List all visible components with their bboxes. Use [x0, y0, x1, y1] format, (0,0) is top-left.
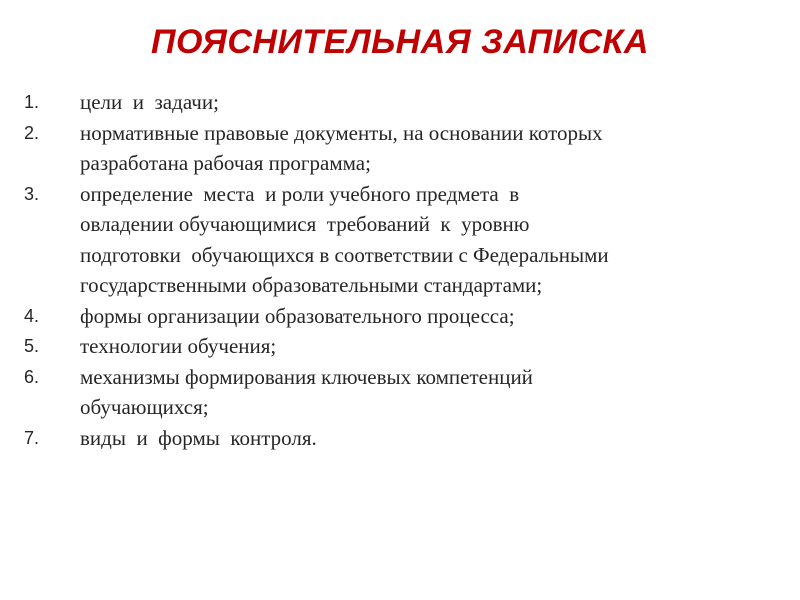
list-item-line: государственными образовательными стандартами; [80, 273, 543, 297]
list-item-text [80, 87, 764, 118]
list-item-number: 1. [24, 92, 40, 112]
list-item-line: подготовки обучающихся в соответствии с Федеральными [80, 242, 609, 267]
list-item [24, 362, 764, 423]
list-item-text [80, 423, 764, 454]
list-item-number: 6. [24, 366, 40, 387]
list-item [24, 301, 764, 332]
list-item-text [80, 301, 764, 332]
slide-title: ПОЯСНИТЕЛЬНАЯ ЗАПИСКА [150, 23, 649, 61]
list-item-line: технологии обучения; [80, 334, 277, 358]
list-item-line: нормативные правовые документы, на основании которых [80, 120, 603, 145]
list-item-line: цели и задачи; [80, 90, 219, 114]
list-item-line: виды и формы контроля. [80, 425, 317, 450]
list-item-line: овладении обучающимися требований к уровню [80, 212, 530, 236]
list-item-line: формы организации образовательного процесса; [80, 303, 515, 328]
list-item-line: механизмы формирования ключевых компетенций [80, 364, 533, 389]
list-item [24, 118, 764, 179]
list-item [24, 331, 764, 362]
list-item-number: 4. [24, 305, 40, 326]
list-item [24, 87, 764, 118]
list-item-text [80, 118, 764, 179]
list-item-text [80, 331, 764, 362]
list-item-number: 5. [24, 336, 40, 356]
list-item-text [80, 362, 764, 423]
list-item-line: разработана рабочая программа; [80, 151, 371, 175]
list-item [24, 179, 764, 301]
list-item [24, 423, 764, 454]
list-item-number: 3. [24, 183, 40, 204]
list-item-number: 7. [24, 427, 40, 448]
list-item-text [80, 179, 764, 301]
numbered-list [24, 87, 764, 453]
list-item-line: обучающихся; [80, 395, 209, 419]
list-item-line: определение места и роли учебного предмета в [80, 181, 520, 206]
list-item-number: 2. [24, 122, 40, 143]
